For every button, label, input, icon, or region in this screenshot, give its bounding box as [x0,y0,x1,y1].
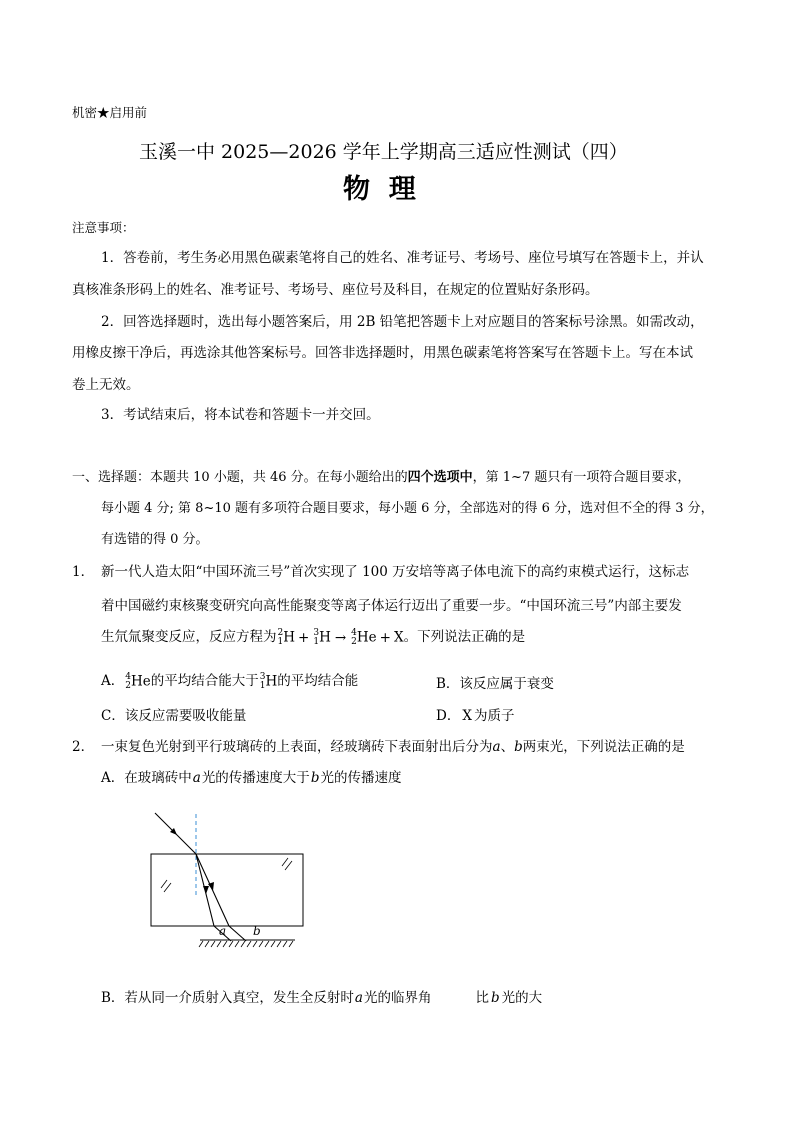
label-b: b [253,924,261,938]
he4-isotope: 4 2 [125,671,131,691]
h3-isotope: 3 1 [313,627,320,647]
q1-option-c: C．该反应需要吸收能量 [101,708,247,724]
h2-isotope: 2 1 [277,627,284,647]
q2-option-a: A．在玻璃砖中a光的传播速度大于b光的传播速度 [101,770,402,786]
section-1-line-1 [72,469,690,487]
arrow-icon [203,886,209,894]
arrow-icon: → [334,629,347,646]
note-1-line-1: 1．答卷前，考生务必用黑色碳素笔将自己的姓名、准考证号、考场号、座位号填写在答题卡上，并认 [101,250,704,266]
section-1-label: 一、选择题： [72,470,151,485]
note-1-line-2: 真核准条形码上的姓名、准考证号、考场号、座位号及科目，在规定的位置贴好条形码。 [72,282,599,298]
q2-stem: 一束复色光射到平行玻璃砖的上表面，经玻璃砖下表面射出后分为a、b两束光，下列说法正确的是 [101,739,685,755]
section-1-text-c: ，第 1~7 题只有一项符合题目要求， [472,470,691,485]
q1-option-a: A． 4 2 He的平均结合能大于 3 1 H的平均结合能 [101,671,359,691]
note-2-line-3: 卷上无效。 [72,377,140,393]
glass-block [151,854,303,926]
section-1-text-a: 本题共 10 小题，共 46 分。在每小题给出的 [150,470,408,485]
exam-title: 玉溪一中 2025—2026 学年上学期高三适应性测试（四） [139,141,628,163]
note-3: 3．考试结束后，将本试卷和答题卡一并交回。 [101,407,380,423]
q1-option-b: B．该反应属于衰变 [436,676,554,692]
notes-heading: 注意事项： [72,220,135,235]
subject-title: 物 理 [343,174,416,205]
q1-number: 1． [72,564,95,580]
ray-b-emergent [229,926,246,941]
q2-number: 2． [72,739,95,755]
q1-line-3-post: 。下列说法正确的是 [403,629,526,645]
q1-line-3 [101,628,525,647]
glass-brick-figure [140,808,310,950]
q1-line-3-pre: 生氘氚聚变反应，反应方程为 [101,629,277,645]
section-1-line-2: 每小题 4 分; 第 8~10 题有多项符合题目要求，每小题 6 分，全部选对的得 6 分，选对但不全的得 3 分， [101,501,714,516]
note-2-line-2: 用橡皮擦干净后，再选涂其他答案标号。回答非选择题时，用黑色碳素笔将答案写在答题卡上。写在本试 [72,345,693,361]
h3-isotope: 3 1 [259,671,266,691]
note-2-line-1: 2．回答选择题时，选出每小题答案后，用 2B 铅笔把答题卡上对应题目的答案标号涂黑。如需改动， [101,314,704,330]
q1-line-1: 新一代人造太阳“中国环流三号”首次实现了 100 万安培等离子体电流下的高约束模式运行，这标志 [101,564,690,580]
reaction-equation: 2 1 H + 3 1 H → 4 2 He + X [277,627,404,647]
q2-option-b: B．若从同一介质射入真空，发生全反射时a光的临界角 比 b 光的大 [101,990,543,1006]
label-a: a [219,924,227,938]
section-1-text-emph: 四个选项中 [407,470,473,485]
q1-line-2: 着中国磁约束核聚变研究向高性能聚变等离子体运行迈出了重要一步。“中国环流三号”内部主要发 [101,598,682,614]
section-1-line-3: 有选错的得 0 分。 [101,532,209,547]
secret-mark: 机密★启用前 [72,105,148,120]
q1-option-d: D． X 为质子 [436,708,515,724]
he4-isotope: 4 2 [351,627,357,647]
